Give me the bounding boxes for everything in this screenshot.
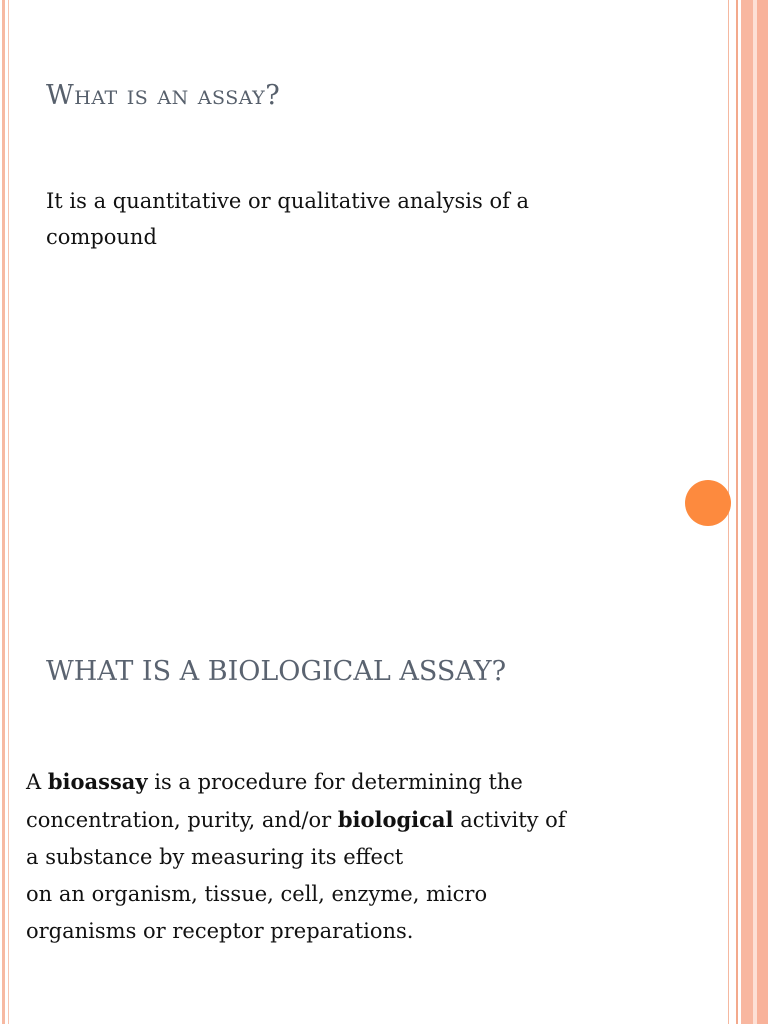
slide-body-assay-definition: It is a quantitative or qualitative analysis of a compound xyxy=(46,189,530,249)
text-segment: concentration, purity, and/or xyxy=(26,808,338,832)
right-border-band xyxy=(741,0,753,1024)
text-segment: activity of xyxy=(453,808,566,832)
slide-body-bioassay-definition xyxy=(26,763,666,950)
body-line: on an organism, tissue, cell, enzyme, micro xyxy=(26,882,488,906)
body-line: a substance by measuring its effect xyxy=(26,845,404,869)
text-segment: is a procedure for determining the xyxy=(147,770,523,794)
orange-circle-marker xyxy=(685,480,731,526)
body-line xyxy=(26,763,666,801)
left-border-line xyxy=(2,0,5,1024)
slide-title-biological-assay: WHAT IS A BIOLOGICAL ASSAY? xyxy=(46,656,507,687)
right-border-band-outer xyxy=(757,0,768,1024)
text-segment: A xyxy=(26,770,48,794)
body-line: organisms or receptor preparations. xyxy=(26,919,414,943)
body-line xyxy=(26,801,666,839)
left-border-line-inner xyxy=(8,0,9,1024)
bold-term-biological: biological xyxy=(337,807,454,832)
right-border-line xyxy=(736,0,738,1024)
slide-title-assay: What is an assay? xyxy=(46,80,281,111)
bold-term-bioassay: bioassay xyxy=(47,769,148,794)
